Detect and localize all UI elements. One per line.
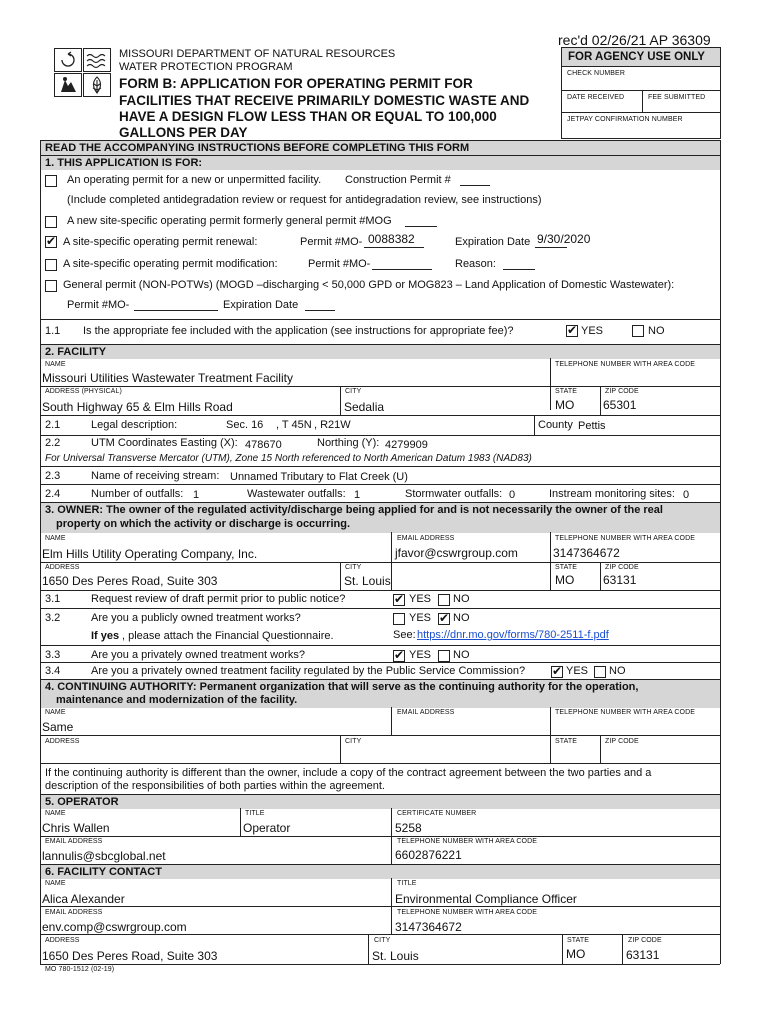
read-instructions: READ THE ACCOMPANYING INSTRUCTIONS BEFORE COMPLETING THIS FORM xyxy=(45,142,470,154)
agency-name: MISSOURI DEPARTMENT OF NATURAL RESOURCES xyxy=(119,48,396,60)
mog-permit-input[interactable] xyxy=(405,226,437,227)
q2-1-text: Legal description: xyxy=(91,419,178,431)
q2-3-number: 2.3 xyxy=(45,470,61,482)
owner-name[interactable]: Elm Hills Utility Operating Company, Inc. xyxy=(42,547,258,561)
facility-city-label: CITY xyxy=(345,388,362,395)
operator-cert-label: CERTIFICATE NUMBER xyxy=(397,810,477,817)
section2-heading: 2. FACILITY xyxy=(45,346,107,358)
facility-zip[interactable]: 65301 xyxy=(603,398,637,412)
wastewater-outfalls-value[interactable]: 1 xyxy=(354,489,361,501)
form-title-line2: FACILITIES THAT RECEIVE PRIMARILY DOMESTIC WASTE AND xyxy=(119,93,530,108)
operator-title[interactable]: Operator xyxy=(243,821,291,835)
operator-title-label: TITLE xyxy=(245,810,265,817)
jetpay-label: JETPAY CONFIRMATION NUMBER xyxy=(567,116,683,123)
fee-submitted-label: FEE SUBMITTED xyxy=(648,94,706,101)
general-permit-exp-label: Expiration Date xyxy=(223,299,299,311)
contact-zip[interactable]: 63131 xyxy=(626,948,660,962)
psc-yes-checkbox[interactable] xyxy=(551,666,563,678)
section5-heading: 5. OPERATOR xyxy=(45,796,119,808)
mog-permit-checkbox[interactable] xyxy=(45,216,57,228)
owner-address[interactable]: 1650 Des Peres Road, Suite 303 xyxy=(42,574,218,588)
contact-name[interactable]: Alica Alexander xyxy=(42,892,125,906)
antideg-note: (Include completed antidegradation review or request for antidegradation review, see instructions) xyxy=(67,194,542,206)
ca-address-label: ADDRESS xyxy=(45,738,80,745)
renewal-label: A site-specific operating permit renewal: xyxy=(63,236,258,248)
psc-no-checkbox[interactable] xyxy=(594,666,606,678)
owner-city-label: CITY xyxy=(345,564,362,571)
publicly-owned-yes-checkbox[interactable] xyxy=(393,613,405,625)
q3-2-text: Are you a publicly owned treatment works? xyxy=(91,612,301,624)
general-permit-number-label: Permit #MO- xyxy=(67,299,130,311)
facility-address-label: ADDRESS (PHYSICAL) xyxy=(45,388,122,395)
q1-1-number: 1.1 xyxy=(45,325,61,337)
utm-note: For Universal Transverse Mercator (UTM), Zone 15 North referenced to North American Datum 1983 (NAD83) xyxy=(45,453,532,464)
section4-heading-line2: maintenance and modernization of the facility. xyxy=(56,694,298,706)
form-title-line1: FORM B: APPLICATION FOR OPERATING PERMIT FOR xyxy=(119,76,473,91)
general-permit-label: General permit (NON-POTWs) (MOGD –discharging < 50,000 GPD or MOG823 – Land Application of Domestic Wastewater): xyxy=(63,279,675,291)
owner-phone[interactable]: 3147364672 xyxy=(553,546,620,560)
program-name: WATER PROTECTION PROGRAM xyxy=(119,61,293,73)
new-permit-checkbox[interactable] xyxy=(45,175,57,187)
contact-state[interactable]: MO xyxy=(566,947,586,961)
mog-permit-label: A new site-specific operating permit formerly general permit #MOG xyxy=(67,215,392,227)
utm-northing[interactable]: 4279909 xyxy=(385,439,428,451)
stormwater-outfalls-value[interactable]: 0 xyxy=(509,489,516,501)
q3-1-number: 3.1 xyxy=(45,593,61,605)
agency-use-title: FOR AGENCY USE ONLY xyxy=(568,51,705,63)
contact-title-label: TITLE xyxy=(397,880,417,887)
q1-1-text: Is the appropriate fee included with the application (see instructions for appropriate fee)? xyxy=(83,325,514,337)
instream-sites-label: Instream monitoring sites: xyxy=(549,488,675,500)
publicly-owned-no-label: NO xyxy=(453,612,470,624)
instream-sites-value[interactable]: 0 xyxy=(683,489,690,501)
owner-state-label: STATE xyxy=(555,564,578,571)
section6-heading: 6. FACILITY CONTACT xyxy=(45,866,162,878)
section4-heading-line1: 4. CONTINUING AUTHORITY: Permanent organization that will serve as the continuing authority for the operation, xyxy=(45,681,639,693)
contact-phone-label: TELEPHONE NUMBER WITH AREA CODE xyxy=(397,909,538,916)
form-number: MO 780-1512 (02-19) xyxy=(45,966,115,973)
county-value[interactable]: Pettis xyxy=(578,420,606,432)
agency-use-box xyxy=(561,47,721,139)
owner-address-label: ADDRESS xyxy=(45,564,80,571)
check-number-label: CHECK NUMBER xyxy=(567,70,625,77)
owner-phone-label: TELEPHONE NUMBER WITH AREA CODE xyxy=(555,535,696,542)
ca-note-line2: description of the responsibilities of both parties within the agreement. xyxy=(45,780,385,792)
q2-4-number: 2.4 xyxy=(45,488,61,500)
facility-state[interactable]: MO xyxy=(555,398,575,412)
section3-heading-line2: property on which the activity or discharge is occurring. xyxy=(56,518,351,530)
form-title-line4: GALLONS PER DAY xyxy=(119,125,248,140)
fee-yes-label: YES xyxy=(581,325,604,337)
renewal-checkbox[interactable] xyxy=(45,236,57,248)
facility-phone-label: TELEPHONE NUMBER WITH AREA CODE xyxy=(555,361,696,368)
q3-3-number: 3.3 xyxy=(45,649,61,661)
q2-2-text: UTM Coordinates Easting (X): xyxy=(91,437,238,449)
privately-owned-no-checkbox[interactable] xyxy=(438,650,450,662)
facility-state-label: STATE xyxy=(555,388,578,395)
modification-label: A site-specific operating permit modification: xyxy=(63,258,278,270)
facility-name[interactable]: Missouri Utilities Wastewater Treatment Facility xyxy=(42,371,293,385)
privately-owned-yes-checkbox[interactable] xyxy=(393,650,405,662)
utm-easting[interactable]: 478670 xyxy=(245,439,282,451)
contact-email[interactable]: env.comp@cswrgroup.com xyxy=(42,920,187,934)
construction-permit-label: Construction Permit # xyxy=(345,174,451,186)
operator-email-label: EMAIL ADDRESS xyxy=(45,838,103,845)
q3-2-if-yes: If yes xyxy=(91,630,120,642)
renewal-permit-value[interactable]: 0088382 xyxy=(368,232,415,246)
contact-address[interactable]: 1650 Des Peres Road, Suite 303 xyxy=(42,949,218,963)
q3-1-text: Request review of draft permit prior to public notice? xyxy=(91,593,346,605)
ca-phone-label: TELEPHONE NUMBER WITH AREA CODE xyxy=(555,709,696,716)
outfalls-value[interactable]: 1 xyxy=(193,489,200,501)
modification-permit-label: Permit #MO- xyxy=(308,258,371,270)
publicly-owned-yes-label: YES xyxy=(409,612,432,624)
section1-heading: 1. THIS APPLICATION IS FOR: xyxy=(45,157,203,169)
owner-email[interactable]: jfavor@cswrgroup.com xyxy=(395,546,518,560)
construction-permit-input[interactable] xyxy=(460,185,490,186)
publicly-owned-no-checkbox[interactable] xyxy=(438,613,450,625)
facility-name-label: NAME xyxy=(45,361,66,368)
modification-permit-input[interactable] xyxy=(372,269,432,270)
operator-phone[interactable]: 6602876221 xyxy=(395,848,462,862)
facility-address[interactable]: South Highway 65 & Elm Hills Road xyxy=(42,400,233,414)
contact-phone[interactable]: 3147364672 xyxy=(395,920,462,934)
renewal-permit-label: Permit #MO- xyxy=(300,236,363,248)
q3-3-text: Are you a privately owned treatment works? xyxy=(91,649,305,661)
received-stamp: rec'd 02/26/21 AP 36309 xyxy=(558,32,711,48)
contact-name-label: NAME xyxy=(45,880,66,887)
operator-phone-label: TELEPHONE NUMBER WITH AREA CODE xyxy=(397,838,538,845)
owner-zip-label: ZIP CODE xyxy=(605,564,639,571)
receiving-stream[interactable]: Unnamed Tributary to Flat Creek (U) xyxy=(230,471,408,483)
q2-4-text: Number of outfalls: xyxy=(91,488,184,500)
q2-3-text: Name of receiving stream: xyxy=(91,470,220,482)
reason-label: Reason: xyxy=(455,258,496,270)
draft-review-no-label: NO xyxy=(453,593,470,605)
ca-name[interactable]: Same xyxy=(42,720,74,734)
q3-2-number: 3.2 xyxy=(45,612,61,624)
facility-zip-label: ZIP CODE xyxy=(605,388,639,395)
facility-city[interactable]: Sedalia xyxy=(344,400,385,414)
q3-4-number: 3.4 xyxy=(45,665,61,677)
reason-input[interactable] xyxy=(503,269,535,270)
operator-email[interactable]: lannulis@sbcglobal.net xyxy=(42,849,166,863)
fee-no-label: NO xyxy=(648,325,665,337)
draft-review-no-checkbox[interactable] xyxy=(438,594,450,606)
expiration-value[interactable]: 9/30/2020 xyxy=(537,232,591,246)
general-permit-exp-input[interactable] xyxy=(305,310,335,311)
dnr-logo xyxy=(54,48,112,98)
contact-email-label: EMAIL ADDRESS xyxy=(45,909,103,916)
legal-range[interactable]: , R21W xyxy=(314,419,351,431)
ca-name-label: NAME xyxy=(45,709,66,716)
utm-northing-label: Northing (Y): xyxy=(317,437,380,449)
fee-yes-checkbox[interactable] xyxy=(566,325,578,337)
owner-name-label: NAME xyxy=(45,535,66,542)
section3-heading-line1: 3. OWNER: The owner of the regulated activity/discharge being applied for and is not necessarily the owner of the real xyxy=(45,504,663,516)
ca-state-label: STATE xyxy=(555,738,578,745)
contact-address-label: ADDRESS xyxy=(45,937,80,944)
psc-yes-label: YES xyxy=(566,665,589,677)
q3-2-attach-note: , please attach the Financial Questionnaire. xyxy=(122,630,334,642)
privately-owned-yes-label: YES xyxy=(409,649,432,661)
new-permit-label: An operating permit for a new or unpermitted facility. xyxy=(67,174,322,186)
contact-city-label: CITY xyxy=(374,937,391,944)
privately-owned-no-label: NO xyxy=(453,649,470,661)
draft-review-yes-checkbox[interactable] xyxy=(393,594,405,606)
stormwater-outfalls-label: Stormwater outfalls: xyxy=(405,488,503,500)
q2-2-number: 2.2 xyxy=(45,437,61,449)
ca-zip-label: ZIP CODE xyxy=(605,738,639,745)
ca-city-label: CITY xyxy=(345,738,362,745)
psc-no-label: NO xyxy=(609,665,626,677)
fee-no-checkbox[interactable] xyxy=(632,325,644,337)
owner-city[interactable]: St. Louis xyxy=(344,574,391,588)
ca-note-line1: If the continuing authority is different than the owner, include a copy of the contract agreement between the two parties and a xyxy=(45,767,652,779)
owner-zip[interactable]: 63131 xyxy=(603,573,637,587)
ca-email-label: EMAIL ADDRESS xyxy=(397,709,455,716)
operator-name[interactable]: Chris Wallen xyxy=(42,821,110,835)
form-title-line3: HAVE A DESIGN FLOW LESS THAN OR EQUAL TO 100,000 xyxy=(119,109,497,124)
draft-review-yes-label: YES xyxy=(409,593,432,605)
general-permit-checkbox[interactable] xyxy=(45,280,57,292)
operator-name-label: NAME xyxy=(45,810,66,817)
legal-section[interactable]: Sec. 16 xyxy=(226,419,264,431)
see-label: See: xyxy=(393,629,416,641)
operator-cert[interactable]: 5258 xyxy=(395,821,422,835)
modification-checkbox[interactable] xyxy=(45,259,57,271)
legal-township[interactable]: , T 45N xyxy=(276,419,312,431)
q3-4-text: Are you a privately owned treatment facility regulated by the Public Service Commission? xyxy=(91,665,526,677)
contact-zip-label: ZIP CODE xyxy=(628,937,662,944)
county-label: County xyxy=(538,419,573,431)
general-permit-number-input[interactable] xyxy=(134,310,218,311)
contact-city[interactable]: St. Louis xyxy=(372,949,419,963)
owner-email-label: EMAIL ADDRESS xyxy=(397,535,455,542)
owner-state[interactable]: MO xyxy=(555,573,575,587)
contact-state-label: STATE xyxy=(567,937,590,944)
expiration-label: Expiration Date xyxy=(455,236,531,248)
date-received-label: DATE RECEIVED xyxy=(567,94,625,101)
financial-questionnaire-link[interactable]: https://dnr.mo.gov/forms/780-2511-f.pdf xyxy=(417,629,609,641)
q2-1-number: 2.1 xyxy=(45,419,61,431)
wastewater-outfalls-label: Wastewater outfalls: xyxy=(247,488,346,500)
contact-title[interactable]: Environmental Compliance Officer xyxy=(395,892,577,906)
